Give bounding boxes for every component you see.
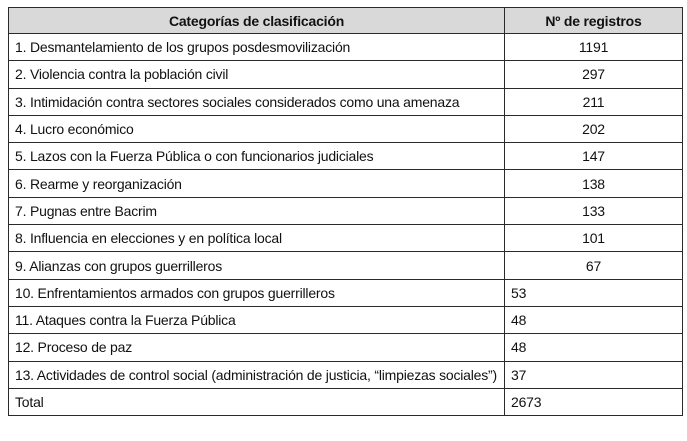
count-cell: 297 — [505, 61, 683, 88]
category-cell: 2. Violencia contra la población civil — [9, 61, 505, 88]
category-cell: 4. Lucro económico — [9, 115, 505, 142]
count-cell: 53 — [505, 279, 683, 306]
header-record-count: Nº de registros — [505, 8, 683, 34]
count-cell: 48 — [505, 306, 683, 333]
table-row — [9, 88, 683, 115]
table-row — [9, 61, 683, 88]
category-cell: 5. Lazos con la Fuerza Pública o con funcionarios judiciales — [9, 143, 505, 170]
table-row — [9, 225, 683, 252]
table-row — [9, 115, 683, 142]
count-cell: 202 — [505, 115, 683, 142]
count-cell: 67 — [505, 252, 683, 279]
total-label: Total — [9, 388, 505, 415]
total-count: 2673 — [505, 388, 683, 415]
table-row — [9, 143, 683, 170]
classification-table — [8, 7, 683, 416]
count-cell: 48 — [505, 334, 683, 361]
count-cell: 133 — [505, 197, 683, 224]
table-row — [9, 252, 683, 279]
category-cell: 1. Desmantelamiento de los grupos posdesmovilización — [9, 34, 505, 61]
count-cell: 138 — [505, 170, 683, 197]
category-cell: 9. Alianzas con grupos guerrilleros — [9, 252, 505, 279]
category-cell: 11. Ataques contra la Fuerza Pública — [9, 306, 505, 333]
category-cell: 7. Pugnas entre Bacrim — [9, 197, 505, 224]
table-row — [9, 34, 683, 61]
table-row — [9, 279, 683, 306]
table-row — [9, 170, 683, 197]
category-cell: 12. Proceso de paz — [9, 334, 505, 361]
count-cell: 37 — [505, 361, 683, 388]
category-cell: 6. Rearme y reorganización — [9, 170, 505, 197]
table-row — [9, 361, 683, 388]
table-total-row — [9, 388, 683, 415]
table-row — [9, 197, 683, 224]
count-cell: 147 — [505, 143, 683, 170]
table-header-row — [9, 8, 683, 34]
count-cell: 1191 — [505, 34, 683, 61]
category-cell: 3. Intimidación contra sectores sociales considerados como una amenaza — [9, 88, 505, 115]
table-row — [9, 306, 683, 333]
count-cell: 211 — [505, 88, 683, 115]
count-cell: 101 — [505, 225, 683, 252]
category-cell: 13. Actividades de control social (administración de justicia, “limpiezas sociales”) — [9, 361, 505, 388]
category-cell: 10. Enfrentamientos armados con grupos guerrilleros — [9, 279, 505, 306]
header-categories: Categorías de clasificación — [9, 8, 505, 34]
table-row — [9, 334, 683, 361]
category-cell: 8. Influencia en elecciones y en política local — [9, 225, 505, 252]
